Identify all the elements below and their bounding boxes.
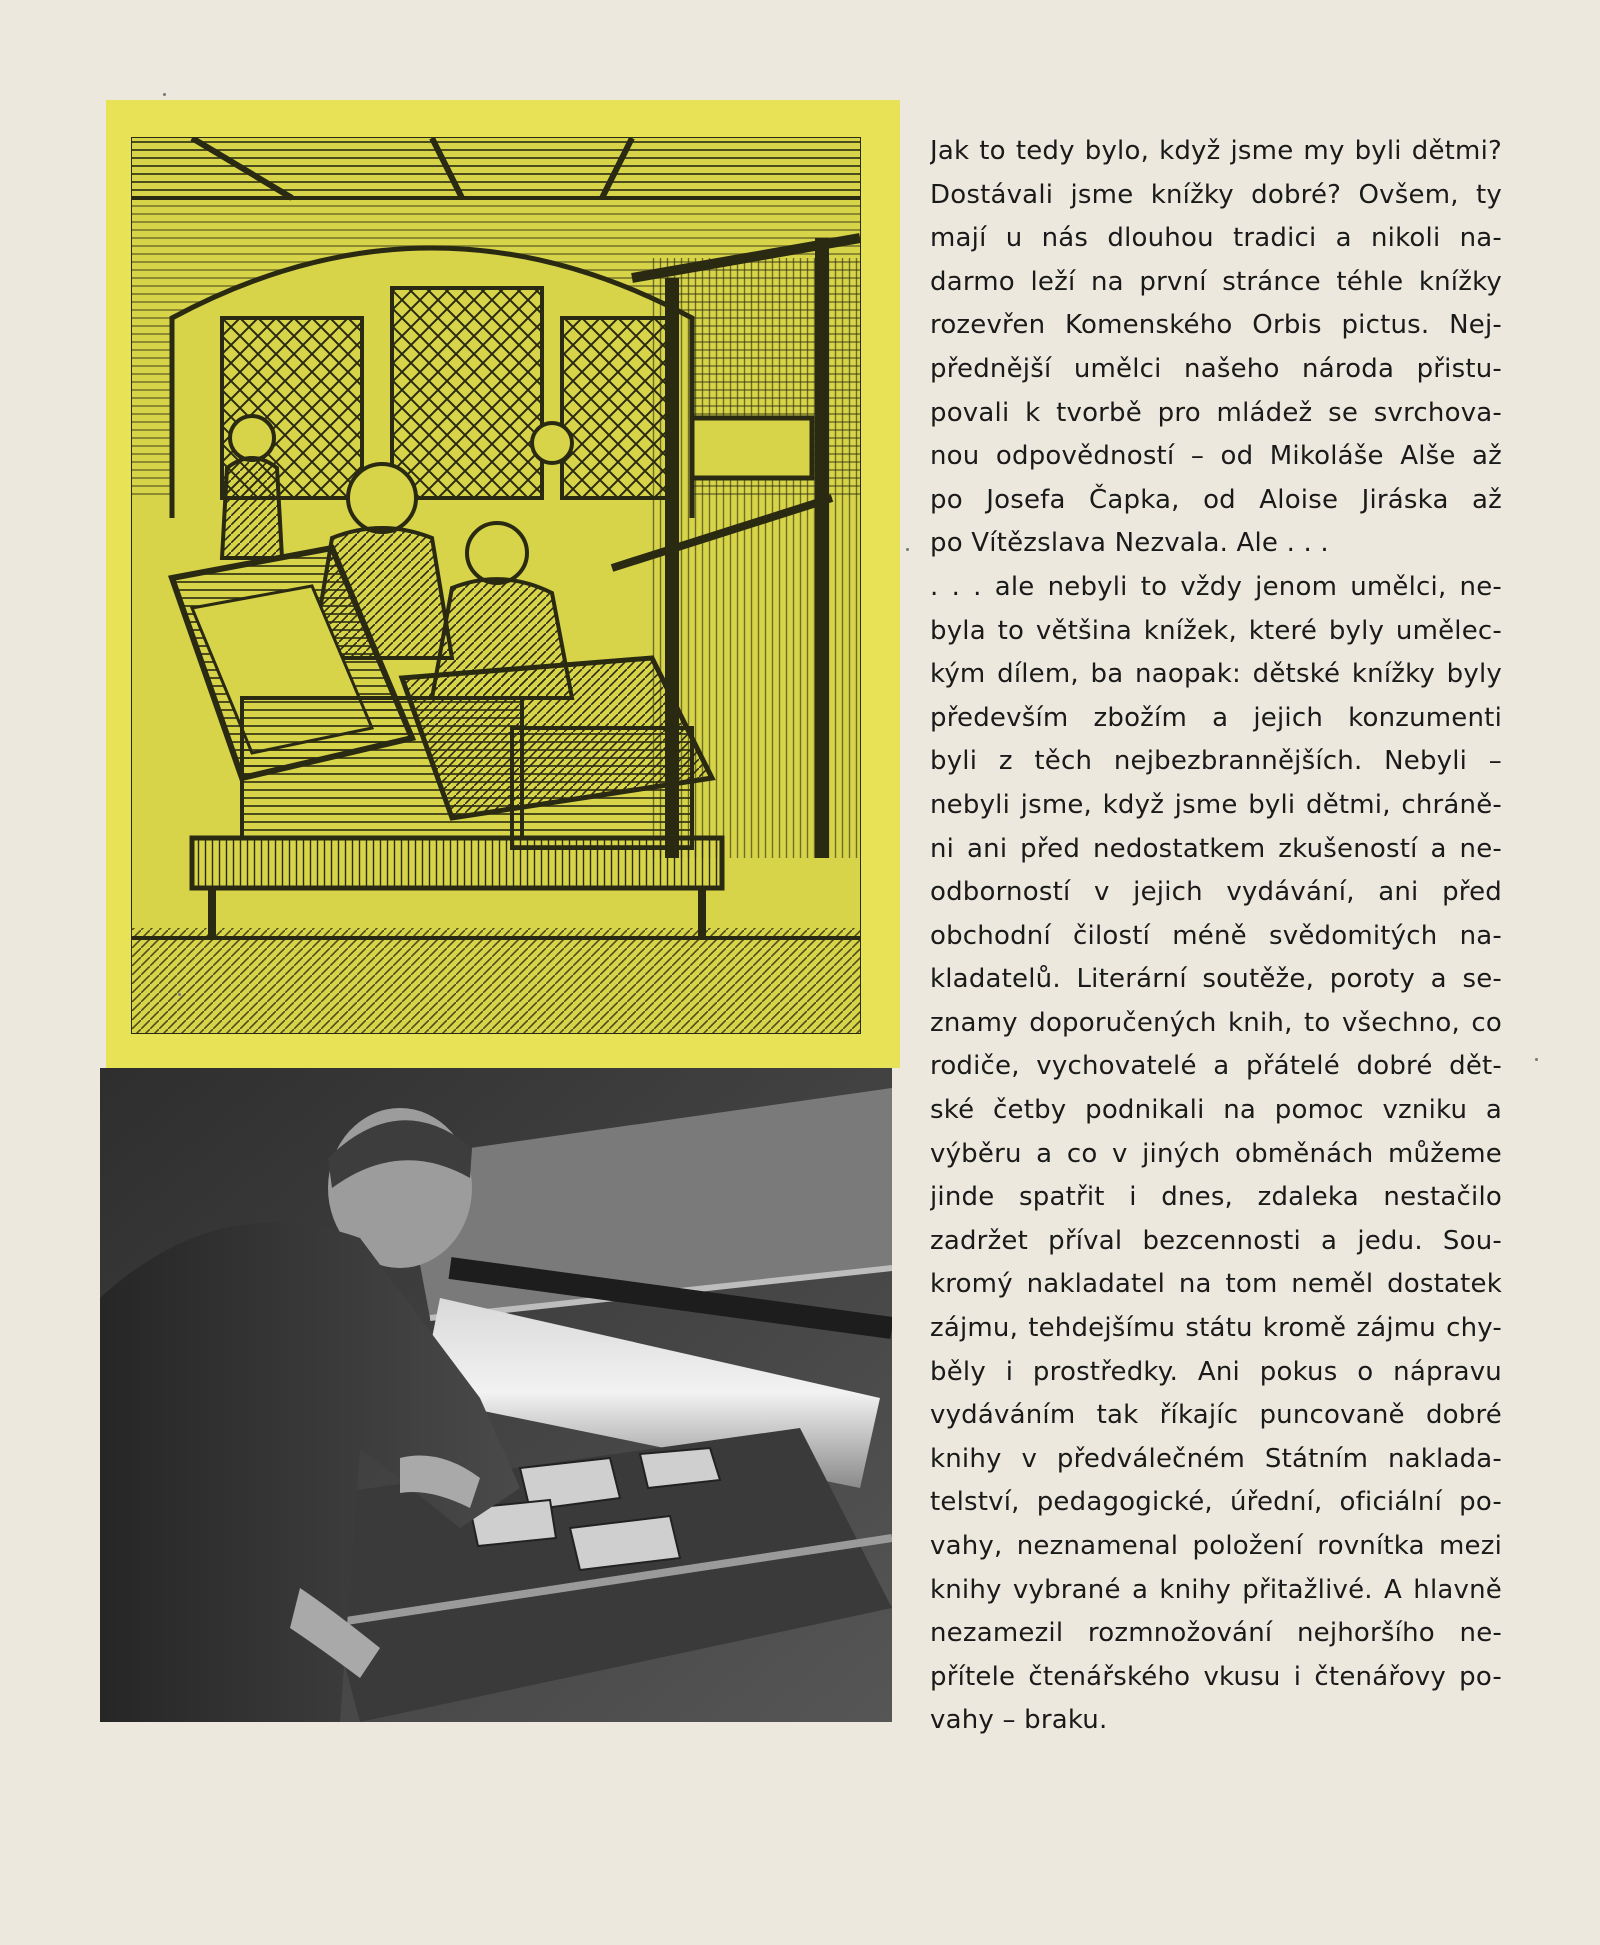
text-line: vahy, neznamenal položení rovnítka mezi — [930, 1531, 1502, 1561]
text-line: . . . ale nebyli to vždy jenom umělci, ne- — [930, 571, 1502, 602]
text-line: ni ani před nedostatkem zkušeností a ne- — [930, 833, 1502, 864]
text-line: byli z těch nejbezbrannějších. Nebyli – — [930, 746, 1502, 777]
text-line: vahy – braku. — [930, 1705, 1108, 1736]
text-line: běly i prostředky. Ani pokus o nápravu — [930, 1356, 1502, 1387]
photo-press-operator — [100, 1068, 892, 1722]
text-line: kromý nakladatel na tom neměl dostatek — [930, 1269, 1502, 1300]
paper-speck — [178, 993, 181, 996]
text-line: rozevřen Komenského Orbis pictus. Nej- — [930, 310, 1502, 341]
paper-speck — [1535, 1058, 1538, 1061]
text-line: nezamezil rozmnožování nejhoršího ne- — [930, 1618, 1502, 1649]
text-line: Jak to tedy bylo, když jsme my byli dětmi? — [930, 136, 1502, 166]
text-line: knihy v předválečném Státním naklada- — [930, 1443, 1502, 1474]
text-line: přítele čtenářského vkusu i čtenářovy po- — [930, 1661, 1502, 1692]
text-line: knihy vybrané a knihy přitažlivé. A hlavně — [930, 1574, 1502, 1605]
text-line: mají u nás dlouhou tradici a nikoli na- — [930, 223, 1502, 254]
text-line: rodiče, vychovatelé a přátelé dobré dět- — [930, 1051, 1502, 1082]
text-line: výběru a co v jiných obměnách můžeme — [930, 1138, 1502, 1169]
text-line: povali k tvorbě pro mládež se svrchova- — [930, 397, 1502, 428]
text-line: nebyli jsme, když jsme byli dětmi, chráně- — [930, 789, 1502, 820]
text-line: po Vítězslava Nezvala. Ale . . . — [930, 528, 1329, 559]
text-line: darmo leží na první stránce téhle knížky — [930, 266, 1502, 297]
text-line: kladatelů. Literární soutěže, poroty a se- — [930, 964, 1502, 995]
text-line: zadržet příval bezcennosti a jedu. Sou- — [930, 1225, 1502, 1256]
text-line: telství, pedagogické, úřední, oficiální po- — [930, 1487, 1502, 1518]
woodcut-illustration-printing-workshop — [132, 138, 860, 1033]
text-line: byla to většina knížek, které byly umělec- — [930, 615, 1502, 646]
text-line: obchodní čilostí méně svědomitých na- — [930, 920, 1502, 951]
text-line: nou odpovědností – od Mikoláše Alše až — [930, 441, 1502, 472]
paper-speck — [163, 93, 166, 96]
article-text — [930, 130, 1502, 1743]
text-line: odborností v jejich vydávání, ani před — [930, 877, 1502, 908]
paper-speck — [906, 548, 909, 551]
text-line: zájmu, tehdejšímu státu kromě zájmu chy- — [930, 1313, 1502, 1344]
paragraph-1 — [930, 130, 1502, 566]
text-line: především zbožím a jejich konzumenti — [930, 702, 1502, 733]
text-line: vydáváním tak říkajíc puncovaně dobré — [930, 1400, 1502, 1431]
text-line: kým dílem, ba naopak: dětské knížky byly — [930, 659, 1502, 690]
text-line: Dostávali jsme knížky dobré? Ovšem, ty — [930, 179, 1502, 210]
text-line: přednější umělci našeho národa přistu- — [930, 353, 1502, 384]
text-line: jinde spatřit i dnes, zdaleka nestačilo — [930, 1182, 1502, 1213]
paragraph-2 — [930, 566, 1502, 1743]
text-line: znamy doporučených knih, to všechno, co — [930, 1007, 1502, 1038]
text-line: ské četby podnikali na pomoc vzniku a — [930, 1095, 1502, 1126]
text-line: po Josefa Čapka, od Aloise Jiráska až — [930, 484, 1502, 515]
